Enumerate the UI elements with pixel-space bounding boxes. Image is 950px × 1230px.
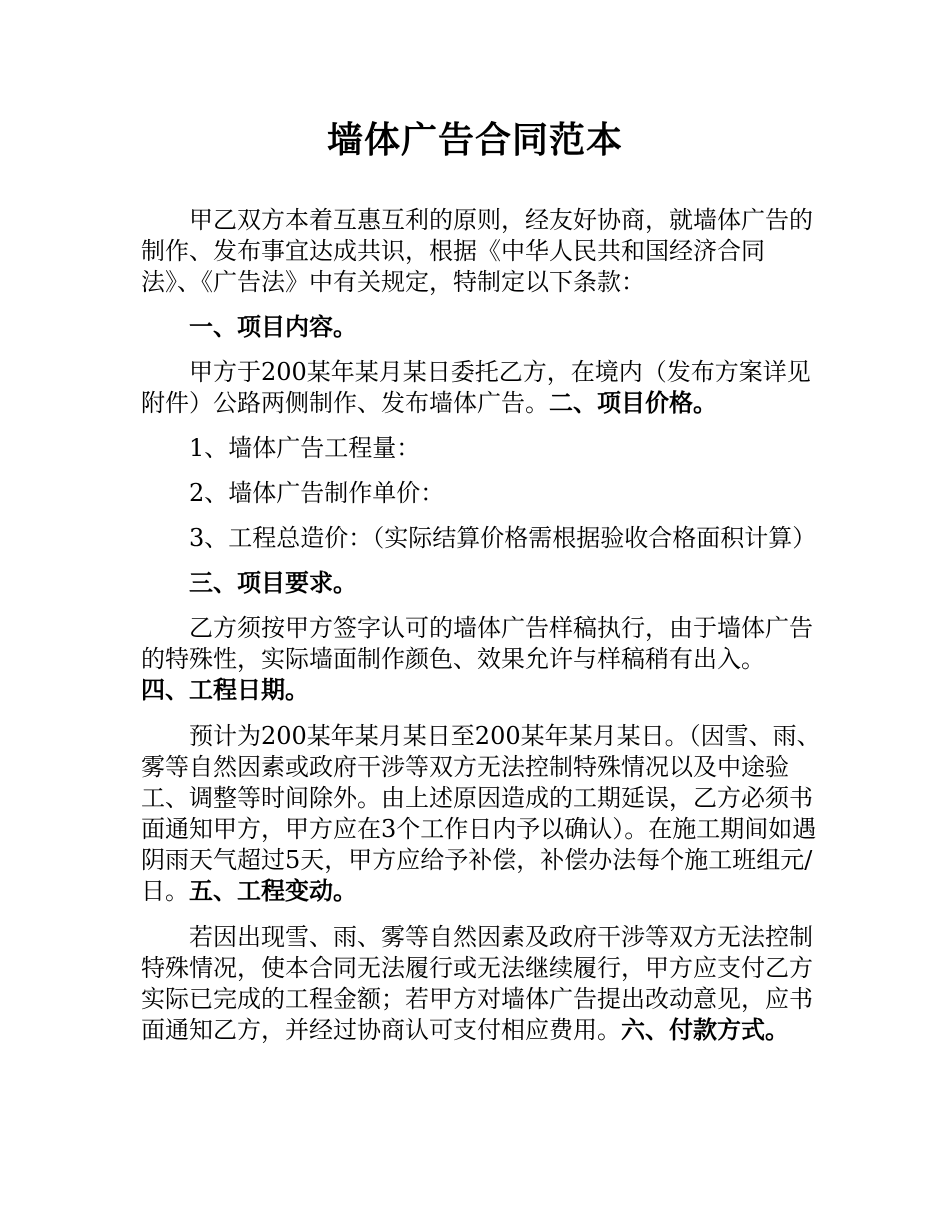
section-5-text: 若因出现雪、雨、雾等自然因素及政府干涉等双方无法控制特殊情况，使本合同无法履行或无法继续履行，甲方应支付乙方实际已完成的工程金额；若甲方对墙体广告提出改动意见，应书面通知乙方，并经过协商认可支付相应费用。 [141, 923, 813, 1044]
section-2-heading: 二、项目价格。 [549, 389, 717, 417]
section-3-paragraph: 乙方须按甲方签字认可的墙体广告样稿执行，由于墙体广告的特殊性，实际墙面制作颜色、效果允许与样稿稍有出入。 [141, 614, 813, 673]
section-4-heading: 四、工程日期。 [141, 676, 309, 704]
section-1-heading: 一、项目内容。 [189, 313, 357, 341]
section-4-text: 预计为200某年某月某日至200某年某月某日。（因雪、雨、雾等自然因素或政府干涉等双方无法控制特殊情况以及中途验工、调整等时间除外。由上述原因造成的工期延误，乙方必须书面通知甲方，甲方应在3个工作日内予以确认）。在施工期间如遇阴雨天气超过5天，甲方应给予补偿，补偿办法每个施工班组元/日。 [141, 722, 821, 905]
intro-paragraph: 甲乙双方本着互惠互利的原则，经友好协商，就墙体广告的制作、发布事宜达成共识，根据《中华人民共和国经济合同法》、《广告法》中有关规定，特制定以下条款： [141, 206, 813, 296]
section-heading-4 [141, 675, 821, 706]
section-4-paragraph [141, 721, 821, 907]
document-title: 墙体广告合同范本 [326, 120, 623, 161]
price-item-3: 3、工程总造价：（实际结算价格需根据验收合格面积计算） [189, 524, 817, 552]
price-item-1: 1、墙体广告工程量： [189, 434, 421, 462]
section-heading-1 [141, 312, 821, 343]
section-1-paragraph [141, 357, 821, 419]
section-1-text: 甲方于200某年某月某日委托乙方，在境内（发布方案详见附件）公路两侧制作、发布墙体广告。 [141, 358, 811, 417]
section-5-paragraph [141, 922, 821, 1046]
section-3-heading: 三、项目要求。 [189, 569, 357, 597]
section-heading-3 [141, 568, 821, 599]
section-6-heading: 六、付款方式。 [621, 1016, 789, 1044]
document-body [141, 205, 821, 1046]
section-5-heading: 五、工程变动。 [189, 877, 357, 905]
price-item-2: 2、墙体广告制作单价： [189, 479, 445, 507]
